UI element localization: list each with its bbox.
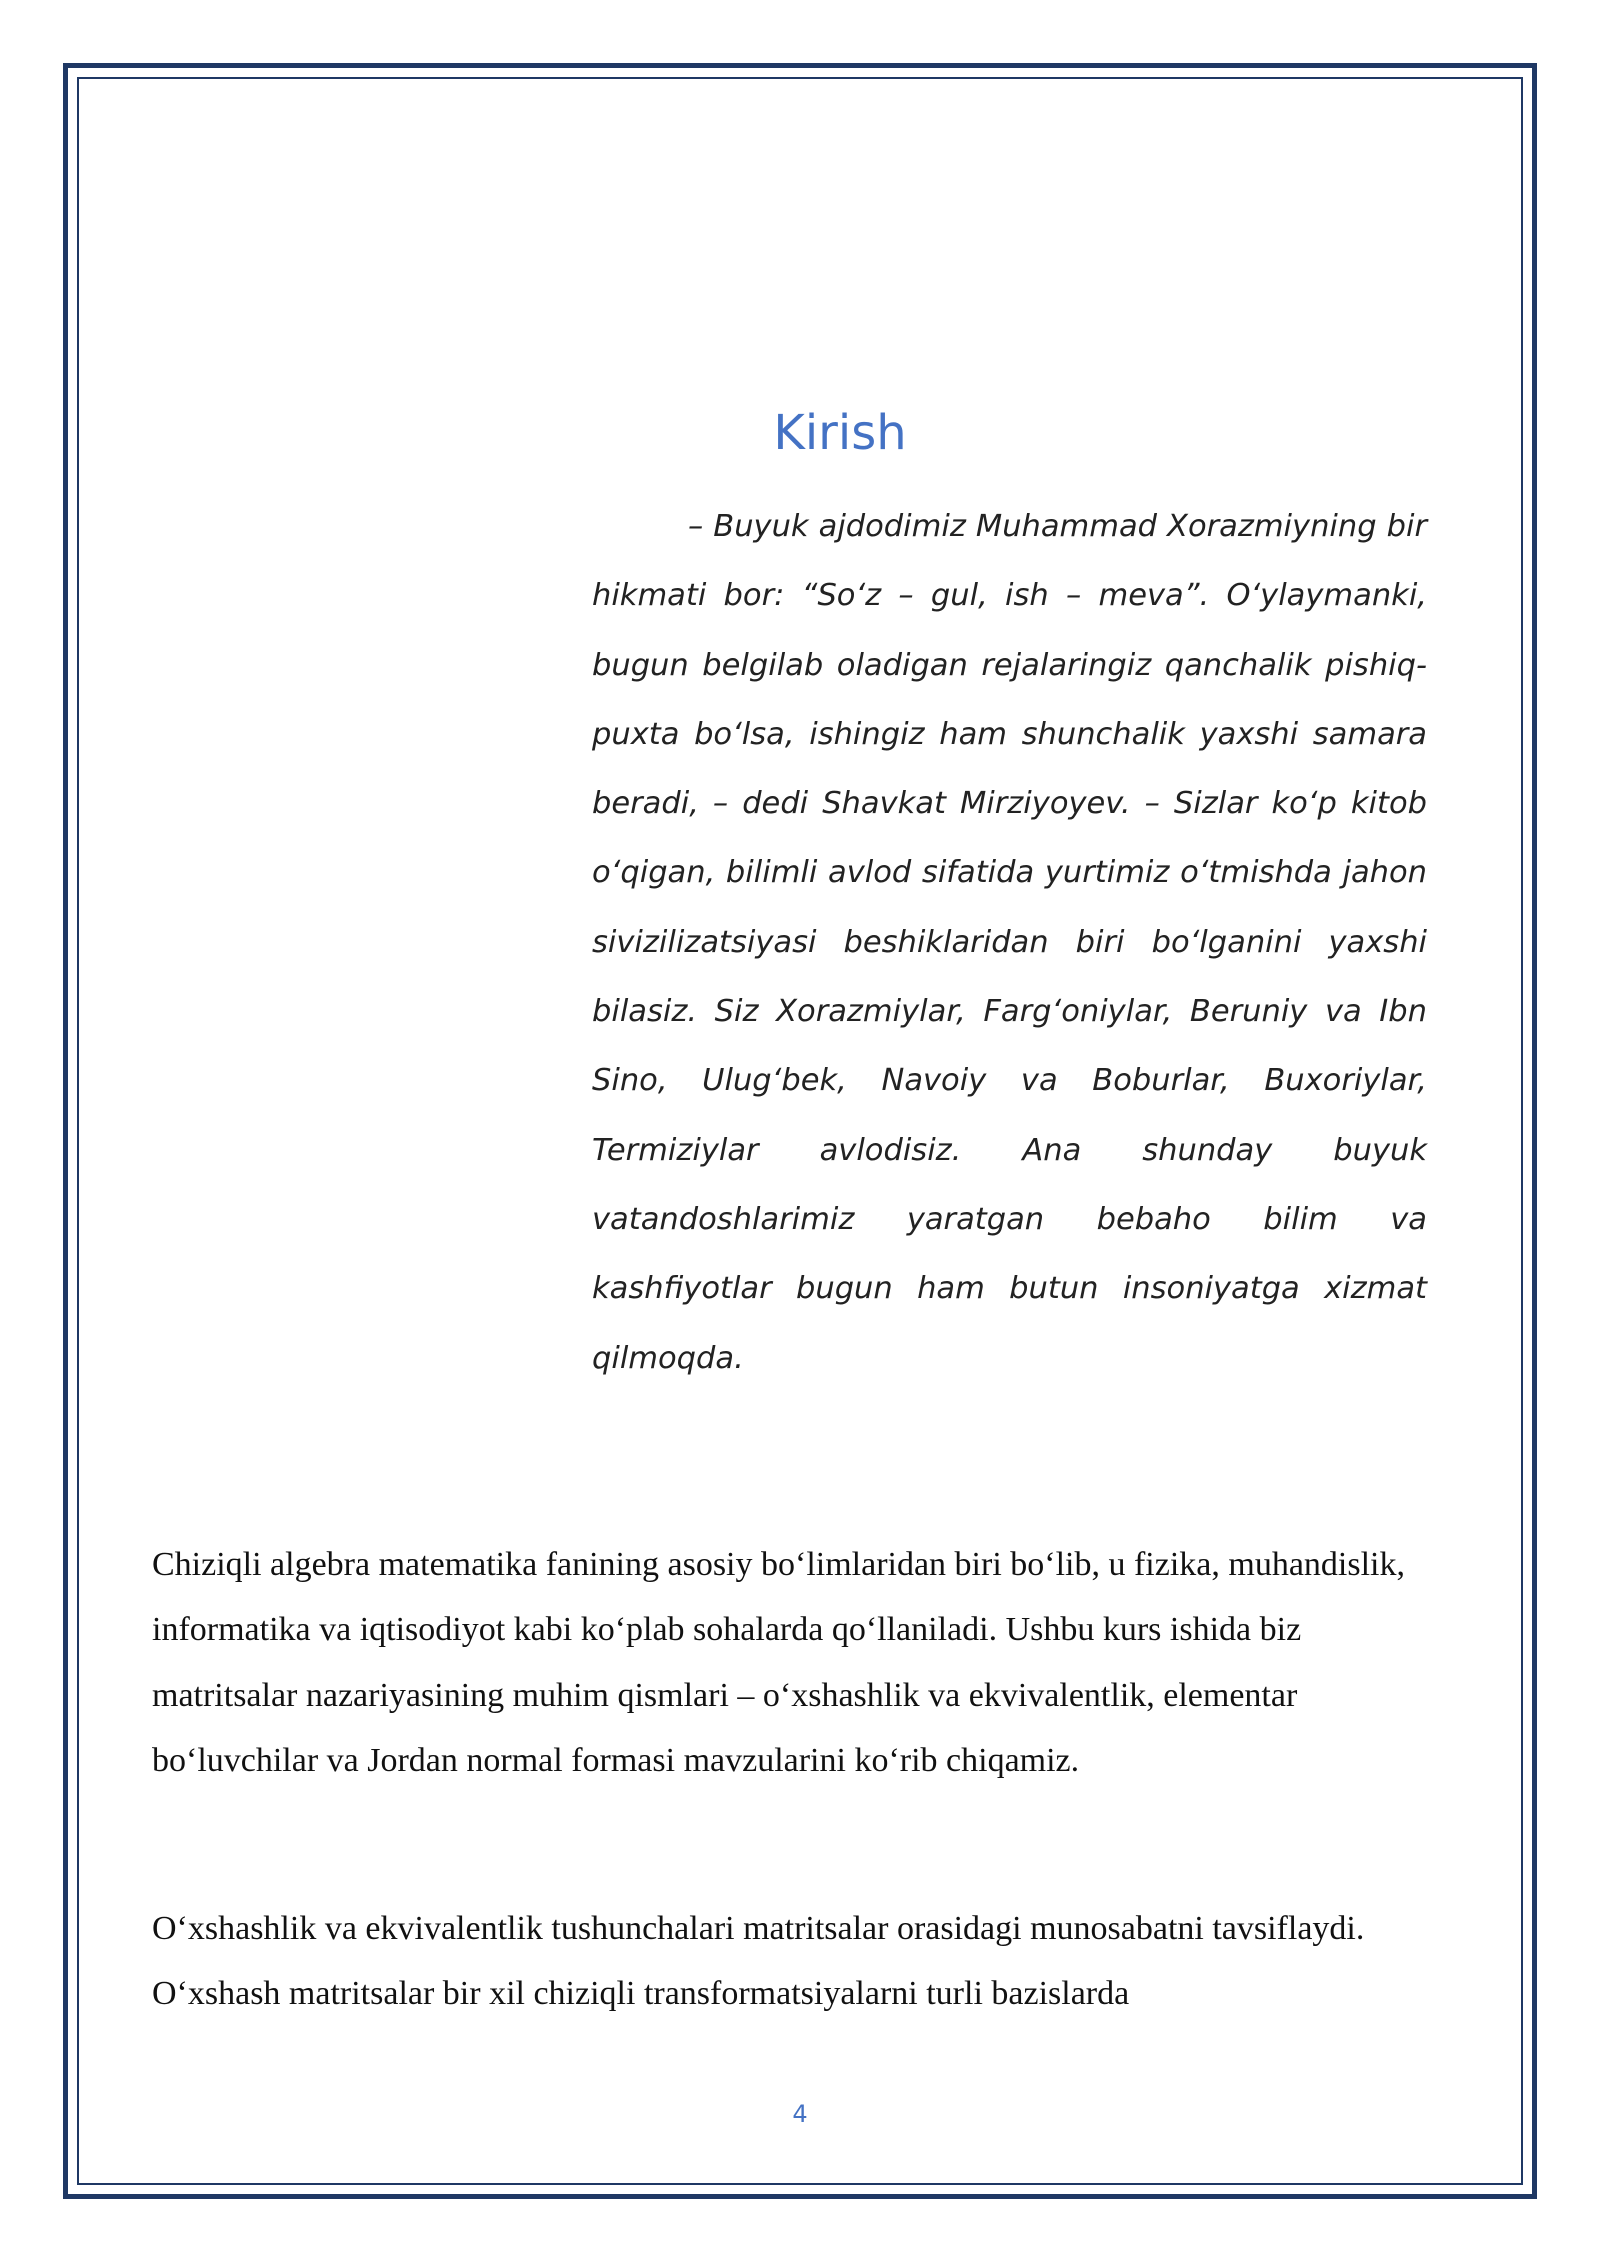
page-number: 4 — [792, 2100, 808, 2128]
epigraph-quote — [592, 492, 1427, 1393]
section-heading: Kirish — [773, 405, 907, 461]
epigraph-text: – Buyuk ajdodimiz Muhammad Xorazmiyning bir hikmati bor: “So‘z – gul, ish – meva”. O‘ylaymanki, bugun belgilab oladigan rejalaringiz qanchalik pishiq-puxta bo‘lsa, ishingiz ham shunchalik yaxshi samara beradi, – dedi Shavkat Mirziyoyev. – Sizlar ko‘p kitob o‘qigan, bilimli avlod sifatida yurtimiz o‘tmishda jahon sivizilizatsiyasi beshiklaridan biri bo‘lganini yaxshi bilasiz. Siz Xorazmiylar, Farg‘oniylar, Beruniy va Ibn Sino, Ulug‘bek, Navoiy va Boburlar, Buxoriylar, Termiziylar avlodisiz. Ana shunday buyuk vatandoshlarimiz yaratgan bebaho bilim va kashfiyotlar bugun ham butun insoniyatga xizmat qilmoqda. — [592, 509, 1427, 1376]
body-paragraph-2: O‘xshashlik va ekvivalentlik tushunchalari matritsalar orasidagi munosabatni tavsiflaydi. O‘xshash matritsalar bir xil chiziqli transformatsiyalarni turli bazislarda — [152, 1910, 1365, 2013]
body-paragraph-1: Chiziqli algebra matematika fanining asosiy bo‘limlaridan biri bo‘lib, u fizika, muhandislik, informatika va iqtisodiyot kabi ko‘plab sohalarda qo‘llaniladi. Ushbu kurs ishida biz matritsalar nazariyasining muhim qismlari – o‘xshashlik va ekvivalentlik, elementar bo‘luvchilar va Jordan normal formasi mavzularini ko‘rib chiqamiz. — [152, 1546, 1405, 1780]
